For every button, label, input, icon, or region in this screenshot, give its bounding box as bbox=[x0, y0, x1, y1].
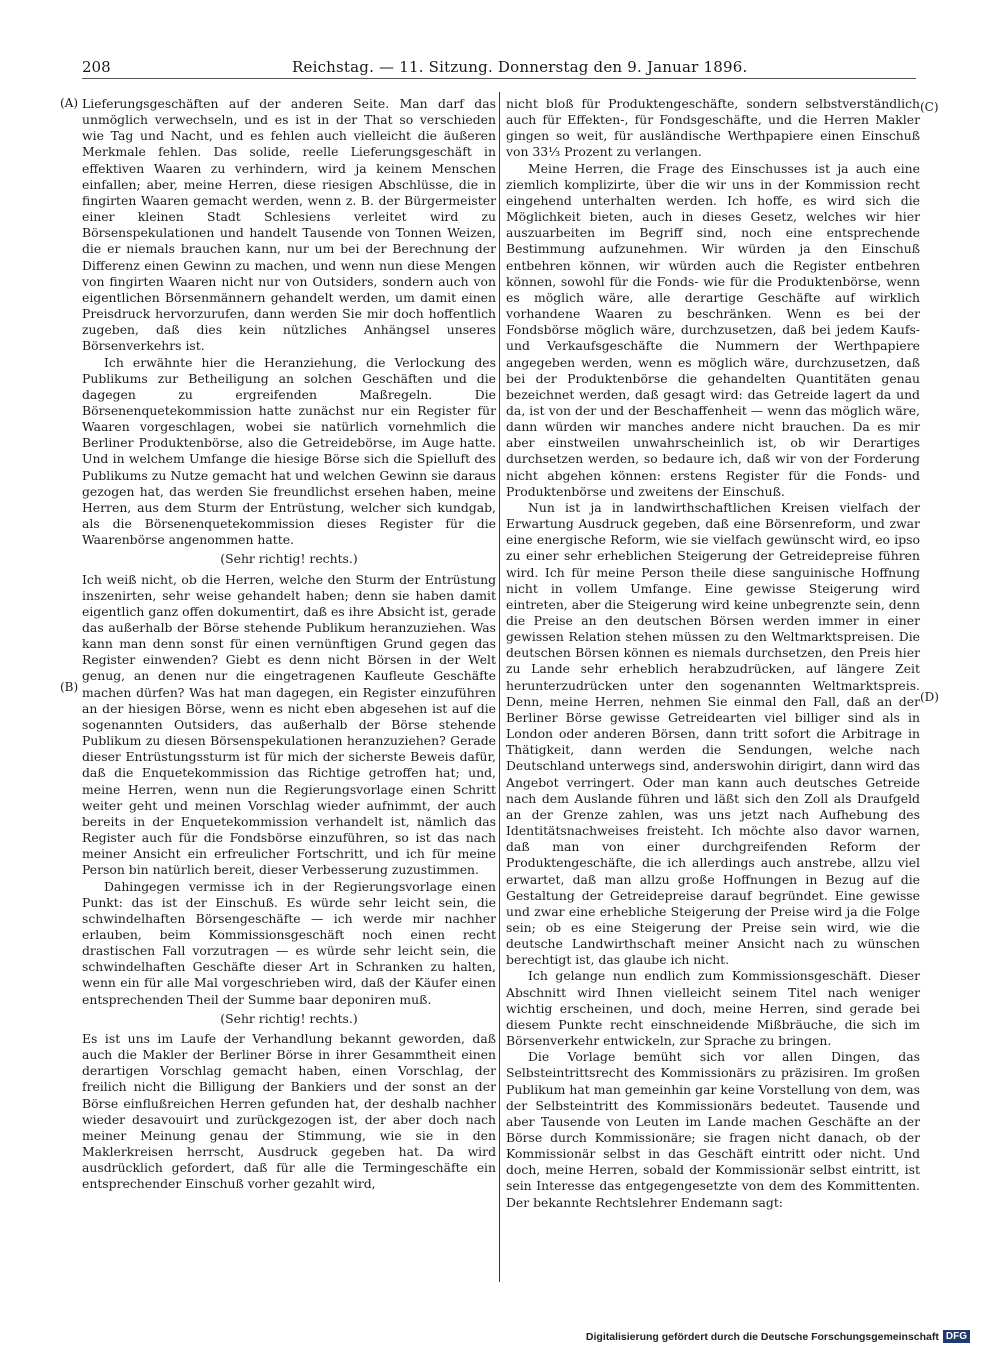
left-column bbox=[82, 96, 496, 1192]
paragraph: Nun ist ja in landwirthschaftlichen Kreisen vielfach der Erwartung Ausdruck gegeben, daß eine Börsenreform, und zwar eine energische Reform, wie sie vielfach gewünscht wird, eo ipso zu einer sehr erheblichen Steigerung der Getreidepreise führen wird. Ich für meine Person theile diese sanguinische Hoffnung nicht in vollem Umfange. Eine gewisse Steigerung wird eintreten, aber die Steigerung wird keine unbegrenzte sein, denn die Preise an den deutschen Börsen werden immer in einer gewissen Relation stehen müssen zu den Weltmarktspreisen. Die deutschen Börsen können es niemals durchsetzen, den Preis hier zu Lande sehr erheblich herabzudrücken, auf längere Zeit herunterzudrücken unter den sogenannten Weltmarktspreis. Denn, meine Herren, nehmen Sie einmal den Fall, daß an der Berliner Börse gewisse Getreidearten viel billiger sind als in London oder anderen Börsen, dann tritt sofort die Arbitrage in Thätigkeit, dann werden die Sendungen, welche nach Deutschland unterwegs sind, anderswohin dirigirt, dann wird das Angebot verringert. Oder man kann auch deutsches Getreide nach dem Auslande führen und läßt sich den Zoll als Draufgeld an der Grenze zahlen, was uns jetzt nach Aufhebung des Identitätsnachweises freisteht. Ich möchte also davor warnen, daß man von einer durchgreifenden Reform der Produktengeschäfte, die ich allerdings auch anstrebe, allzu viel erwartet, daß man allzu große Hoffnungen in Bezug auf die Gestaltung der Getreidepreise darauf begründet. Eine gewisse und zwar eine erhebliche Steigerung der Preise wird ja die Folge sein; ob es eine Steigerung der Preise sein wird, wie die deutsche Landwirthschaft meiner Ansicht nach zu wünschen berechtigt ist, das glaube ich nicht. bbox=[506, 499, 920, 968]
running-title: Reichstag. — 11. Sitzung. Donnerstag den 9. Januar 1896. bbox=[292, 58, 748, 76]
page-header bbox=[82, 58, 916, 80]
paragraph: Es ist uns im Laufe der Verhandlung bekannt geworden, daß auch die Makler der Berliner Börse in ihrer Gesammtheit einen derartigen Vorschlag gemacht haben, einen Vorschlag, der freilich nicht die Billigung der Bankiers und der sonst an der Börse einflußreichen Herren gefunden hat, der deshalb nachher wieder desavouirt und zurückgezogen ist, der aber doch nach meiner Meinung genau der Stimmung, wie sie in den Maklerkreisen herrscht, Ausdruck gegeben hat. Da wird ausdrücklich gefordert, daß für alle die Termingeschäfte ein entsprechender Einschuß vorher gezahlt wird, bbox=[82, 1030, 496, 1192]
column-divider bbox=[499, 92, 500, 1282]
interjection: (Sehr richtig! rechts.) bbox=[220, 1010, 358, 1026]
margin-marker-b: (B) bbox=[60, 680, 79, 694]
margin-marker-a: (A) bbox=[60, 96, 79, 110]
paragraph: Dahingegen vermisse ich in der Regierungsvorlage einen Punkt: das ist der Einschuß. Es würde sehr leicht sein, die schwindelhaften Börsengeschäfte — ich werde mir nachher erlauben, beim Kommissionsgeschäft noch einen recht drastischen Fall vorzutragen — es würde sehr leicht sein, die schwindelhaften Geschäfte dieser Art in Schranken zu halten, wenn ein für alle Mal vorgeschrieben wird, daß der Käufer einen entsprechenden Theil der Summe baar deponiren muß. bbox=[82, 878, 496, 1007]
paragraph: Meine Herren, die Frage des Einschusses ist ja auch eine ziemlich komplizirte, über die wir uns in der Kommission recht eingehend unterhalten werden. Ich hoffe, es wird sich die Möglichkeit bieten, auch in dieses Gesetz, welches wir hier auszuarbeiten im Begriff sind, noch eine entsprechende Bestimmung aufzunehmen. Wir würden ja den Einschuß entbehren können, wir würden auch die Register entbehren können, sowohl für die Fonds- wie für die Produktenbörse, wenn es möglich wäre, alle derartige Geschäfte auf wirklich vorhandene Waaren zu beschränken. Wenn es bei der Fondsbörse möglich wäre, durchzusetzen, daß bei jedem Kaufs- und Verkaufsgeschäfte die Nummern der Werthpapiere angegeben werden, wenn es möglich wäre, durchzusetzen, daß bei der Produktenbörse die gehandelten Quantitäten genau bezeichnet werden, daß gesagt wird: das Getreide lagert da und da, ist von der und der Beschaffenheit — wenn das möglich wäre, dann würden wir manches andere nicht brauchen. Da es mir aber einstweilen unwahrscheinlich ist, ob wir Derartiges durchsetzen werden, so bedaure ich, daß wir von der Forderung nicht abgehen können: erstens Register für die Fonds- und Produktenbörse und zweitens der Einschuß. bbox=[506, 160, 920, 499]
footer-text: Digitalisierung gefördert durch die Deutsche Forschungsgemeinschaft bbox=[585, 1330, 939, 1343]
margin-marker-c: (C) bbox=[920, 100, 939, 114]
interjection: (Sehr richtig! rechts.) bbox=[220, 551, 358, 567]
paragraph: Ich erwähnte hier die Heranziehung, die Verlockung des Publikums zur Betheiligung an solchen Geschäften und die dagegen zu ergreifenden Maßregeln. Die Börsenenquetekommission hatte zunächst nur ein Register für Waaren vorgeschlagen, wobei sie natürlich vornehmlich die Berliner Produktenbörse, also die Getreidebörse, im Auge hatte. Und in welchem Umfange die hiesige Börse sich die Spielluft des Publikums zu Nutze gemacht hat und welchen Gewinn sie daraus gezogen hat, das werden Sie freundlichst ersehen haben, meine Herren, aus dem Sturm der Entrüstung, welcher sich kundgab, als die Börsenenquetekommission dieses Register für die Waarenbörse angenommen hatte. bbox=[82, 354, 496, 548]
paragraph: Lieferungsgeschäften auf der anderen Seite. Man darf das unmöglich verwechseln, und es ist in der That so verschieden wie Tag und Nacht, und es fehlen auch vielleicht die äußeren Merkmale fehlen. Das solide, reelle Lieferungsgeschäft in effektiven Waaren zu verhindern, wird ja keinem Menschen einfallen; aber, meine Herren, diese riesigen Abschlüsse, die in fingirten Waaren gemacht werden, wenn z. B. der Bürgermeister einer kleinen Stadt Schlesiens verleitet wird zu Börsenspekulationen und handelt Tausende von Tonnen Weizen, die er niemals brauchen kann, nur um bei der Berechnung der Differenz einen Gewinn zu machen, und wenn nun diese Mengen von fingirten Waaren nicht nur von Outsiders, sondern auch von eigentlichen Börsenmännern gehandelt werden, um damit einen Preisdruck hervorzurufen, dann werden Sie mir doch hoffentlich zugeben, daß dies kein nützliches Anhängsel unseres Börsenverkehrs ist. bbox=[82, 96, 496, 354]
paragraph: Ich weiß nicht, ob die Herren, welche den Sturm der Entrüstung inszenirten, sehr weise gehandelt haben; denn sie haben damit eigentlich ganz offen dokumentirt, daß es ihre Absicht ist, gerade das außerhalb der Börse stehende Publikum heranzuziehen. Was kann man denn sonst für einen vernünftigen Grund gegen das Register einwenden? Giebt es denn nicht Börsen in der Welt genug, an denen nur die eingetragenen Kaufleute Geschäfte machen dürfen? Was hat man dagegen, ein Register einzuführen an der hiesigen Börse, wenn es nicht eben abgesehen ist auf die sogenannten Outsiders, das außerhalb der Börse stehende Publikum zu diesen Börsenspekulationen heranzuziehen? Gerade dieser Entrüstungssturm ist für mich der sicherste Beweis dafür, daß die Enquetekommission das Richtige getroffen hat; und, meine Herren, wenn nun die Regierungsvorlage einen Schritt weiter geht und meinen Vorschlag wieder aufnimmt, der auch bereits in der Enquetekommission verhandelt ist, nämlich das Register auch für die Fondsbörse einzuführen, so ist das nach meiner Ansicht ein erfreulicher Fortschritt, und ich für meine Person bin natürlich bereit, dieser Verbesserung zuzustimmen. bbox=[82, 571, 496, 878]
dfg-logo: DFG bbox=[943, 1330, 970, 1343]
paragraph: Die Vorlage bemüht sich vor allen Dingen, das Selbsteintrittsrecht des Kommissionärs zu präzisiren. Im großen Publikum hat man gemeinhin gar keine Vorstellung von dem, was der Selbsteintritt des Kommissionärs bedeutet. Tausende und aber Tausende von Leuten im Lande machen Geschäfte an der Börse durch Kommissionäre; sie fragen nicht danach, ob der Kommissionär selbst in das Geschäft eintritt oder nicht. Und doch, meine Herren, sobald der Kommissionär selbst eintritt, ist sein Interesse das entgegengesetzte von dem des Kommittenten. Der bekannte Rechtslehrer Endemann sagt: bbox=[506, 1049, 920, 1210]
paragraph: Ich gelange nun endlich zum Kommissionsgeschäft. Dieser Abschnitt wird Ihnen vielleicht seinem Titel nach weniger wichtig erscheinen, und doch, meine Herren, sind gerade bei diesem Punkte recht einschneidende Mißbräuche, die sich im Börsenverkehr entwickeln, zur Sprache zu bringen. bbox=[506, 968, 920, 1049]
page-number: 208 bbox=[82, 58, 111, 76]
paragraph: nicht bloß für Produktengeschäfte, sondern selbstverständlich auch für Effekten-, für Fondsgeschäfte, und die Herren Makler gingen so weit, für ausländische Werthpapiere einen Einschuß von 33⅓ Prozent zu verlangen. bbox=[506, 96, 920, 160]
footer bbox=[586, 1330, 970, 1343]
right-column bbox=[506, 96, 920, 1211]
margin-marker-d: (D) bbox=[920, 690, 939, 704]
header-rule bbox=[82, 78, 916, 79]
